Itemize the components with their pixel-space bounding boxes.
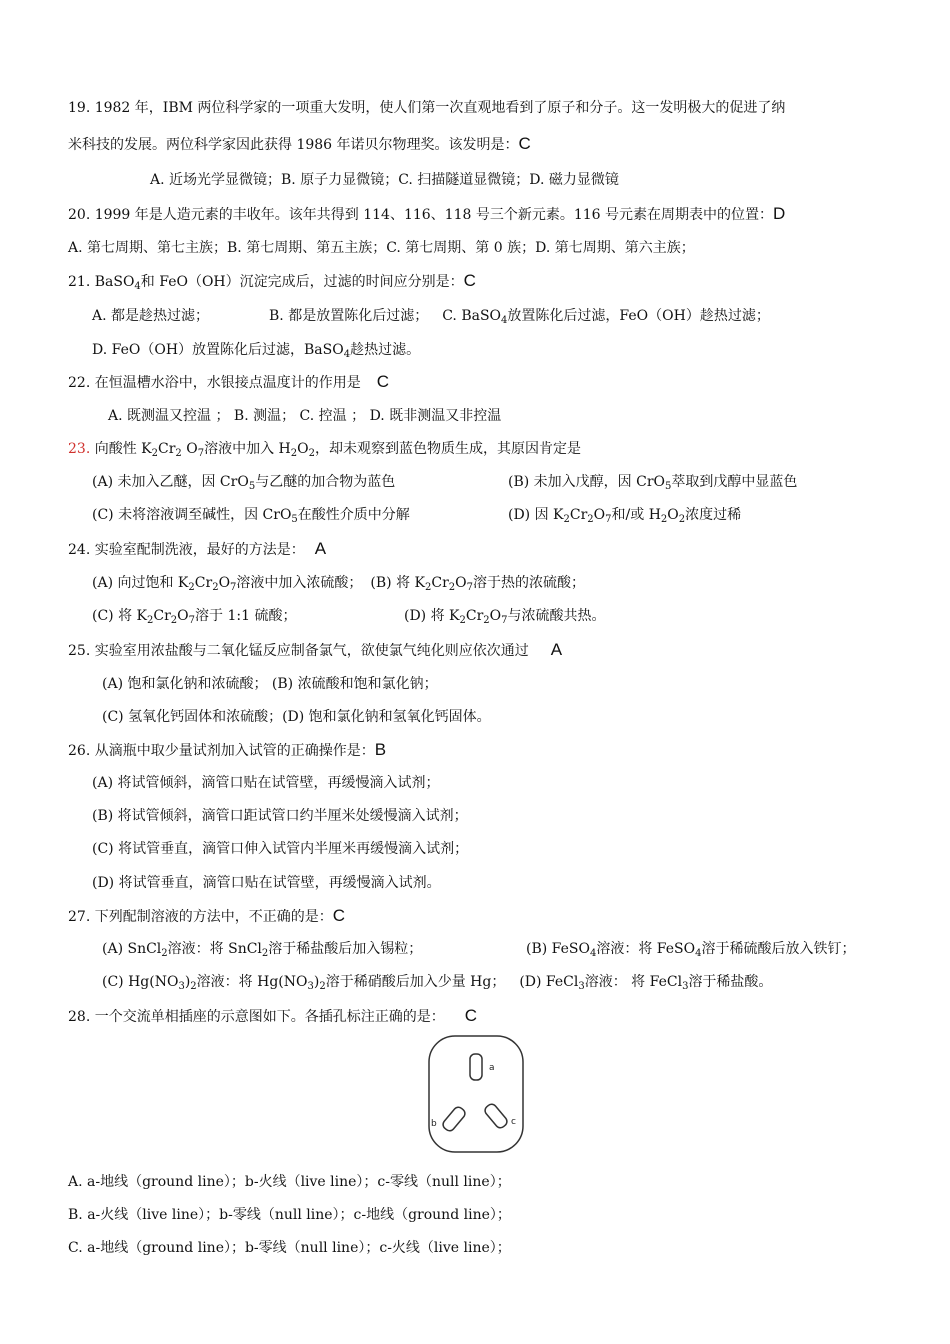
q20-answer: D bbox=[773, 204, 786, 223]
q27-options-line2 bbox=[102, 972, 772, 997]
q27-option-b: (B) FeSO$_4$溶液：将 FeSO$_4$溶于稀硫酸后放入铁钉； bbox=[526, 941, 856, 959]
q27-stem-text: 27. 下列配制溶液的方法中，不正确的是： bbox=[68, 909, 333, 925]
q27-option-d: (D) FeCl$_3$溶液： 将 FeCl$_3$溶于稀盐酸。 bbox=[519, 974, 773, 992]
q23-option-a: (A) 未加入乙醚，因 CrO$_5$与乙醚的加合物为蓝色 bbox=[92, 474, 396, 492]
q26-option-a: (A) 将试管倾斜，滴管口贴在试管壁，再缓慢滴入试剂； bbox=[92, 775, 440, 791]
q19-answer: C bbox=[518, 134, 531, 153]
q28-option-b: B. a-火线（live line）；b-零线（null line）；c-地线（ground line）； bbox=[68, 1207, 511, 1223]
q22-stem-text: 22. 在恒温槽水浴中，水银接点温度计的作用是 bbox=[68, 375, 361, 391]
q20-stem-text: 20. 1999 年是人造元素的丰收年。该年共得到 114、116、118 号三个新元素。116 号元素在周期表中的位置： bbox=[68, 207, 774, 223]
q24-option-c: (C) 将 $K_2Cr_2O_7$溶于 1:1 硫酸； bbox=[92, 608, 297, 626]
q19-options: A. 近场光学显微镜；B. 原子力显微镜；C. 扫描隧道显微镜；D. 磁力显微镜 bbox=[150, 172, 619, 188]
q20-stem bbox=[68, 204, 785, 225]
q22-stem bbox=[68, 372, 389, 393]
socket-hole-a bbox=[470, 1054, 482, 1080]
q24-option-b: (B) 将 $K_2Cr_2O_7$溶于热的浓硫酸； bbox=[370, 575, 586, 593]
socket-hole-b bbox=[441, 1105, 467, 1133]
q22-options: A. 既测温又控温 ； B. 测温； C. 控温 ； D. 既非测温又非控温 bbox=[108, 408, 502, 424]
q24-stem-text: 24. 实验室配制洗液，最好的方法是： bbox=[68, 542, 305, 558]
q25-options-line2: (C) 氢氧化钙固体和浓硫酸；(D) 饱和氯化钠和氢氧化钙固体。 bbox=[102, 709, 491, 725]
q23-option-c: (C) 未将溶液调至碱性，因 CrO$_5$在酸性介质中分解 bbox=[92, 507, 410, 525]
q19-stem-line1: 19. 1982 年，IBM 两位科学家的一项重大发明，使人们第一次直观地看到了原子和分子。这一发明极大的促进了纳 bbox=[68, 100, 786, 116]
q23-stem: 23. 向酸性 $K_2Cr_2$ $O_7$溶液中加入 $H_2O_2$，却未观察到蓝色物质生成，其原因肯定是 bbox=[68, 441, 581, 459]
q24-answer: A bbox=[314, 539, 327, 558]
q21-stem bbox=[68, 271, 476, 297]
q25-stem bbox=[68, 640, 562, 661]
q22-answer: C bbox=[376, 372, 389, 391]
subscript: 4 bbox=[134, 281, 141, 292]
q28-option-a: A. a-地线（ground line）；b-火线（live line）；c-零线（null line）； bbox=[68, 1174, 511, 1190]
q24-option-d: (D) 将 $K_2Cr_2O_7$与浓硫酸共热。 bbox=[404, 608, 606, 626]
q27-stem bbox=[68, 906, 345, 927]
q23-number: 23. bbox=[68, 441, 91, 457]
q20-options: A. 第七周期、第七主族；B. 第七周期、第五主族；C. 第七周期、第 0 族；D. 第七周期、第六主族； bbox=[68, 240, 695, 256]
q27-answer: C bbox=[332, 906, 345, 925]
q26-option-c: (C) 将试管垂直，滴管口伸入试管内半厘米再缓慢滴入试剂； bbox=[92, 841, 469, 857]
label-b: b bbox=[431, 1119, 437, 1129]
q24-options-line1 bbox=[92, 573, 585, 598]
q19-stem-line2 bbox=[68, 134, 531, 155]
q26-option-d: (D) 将试管垂直，滴管口贴在试管壁，再缓慢滴入试剂。 bbox=[92, 875, 441, 891]
q21-stem-part: 21. BaSO bbox=[68, 274, 135, 290]
q26-stem-text: 26. 从滴瓶中取少量试剂加入试管的正确操作是： bbox=[68, 743, 375, 759]
q26-option-b: (B) 将试管倾斜，滴管口距试管口约半厘米处缓慢滴入试剂； bbox=[92, 808, 468, 824]
q21-options-line1 bbox=[92, 306, 770, 331]
q21-option-d: D. FeO（OH）放置陈化后过滤，BaSO$_4$趁热过滤。 bbox=[92, 342, 421, 360]
q27-option-c: (C) $Hg(NO_3)_2$溶液：将 $Hg(NO_3)_2$溶于稀硝酸后加入少量 Hg； bbox=[102, 974, 506, 992]
q28-stem bbox=[68, 1006, 477, 1027]
q26-answer: B bbox=[374, 740, 387, 759]
q25-options-line1: (A) 饱和氯化钠和浓硫酸； (B) 浓硫酸和饱和氯化钠； bbox=[102, 676, 438, 692]
q24-stem bbox=[68, 539, 326, 560]
q28-option-c: C. a-地线（ground line）；b-零线（null line）；c-火线（live line）； bbox=[68, 1240, 511, 1256]
q28-answer: C bbox=[464, 1006, 477, 1025]
q21-option-c: C. BaSO$_4$放置陈化后过滤，FeO（OH）趁热过滤； bbox=[442, 308, 770, 326]
label-a: a bbox=[489, 1063, 495, 1073]
q23-option-b: (B) 未加入戊醇，因 CrO$_5$萃取到戊醇中显蓝色 bbox=[508, 474, 798, 492]
q21-answer: C bbox=[463, 271, 476, 290]
q28-stem-text: 28. 一个交流单相插座的示意图如下。各插孔标注正确的是： bbox=[68, 1009, 445, 1025]
q21-option-a: A. 都是趁热过滤； bbox=[92, 308, 210, 324]
q21-stem-part: 和 FeO（OH）沉淀完成后，过滤的时间应分别是： bbox=[140, 274, 464, 290]
q25-stem-text: 25. 实验室用浓盐酸与二氧化锰反应制备氯气，欲使氯气纯化则应依次通过 bbox=[68, 643, 529, 659]
q21-option-b: B. 都是放置陈化后过滤； bbox=[269, 308, 429, 324]
label-c: c bbox=[511, 1117, 516, 1127]
q26-stem bbox=[68, 740, 386, 761]
q24-option-a: (A) 向过饱和 $K_2Cr_2O_7$溶液中加入浓硫酸； bbox=[92, 575, 363, 593]
q27-option-a: (A) SnCl$_2$溶液：将 SnCl$_2$溶于稀盐酸后加入锡粒； bbox=[102, 941, 423, 959]
socket-diagram bbox=[427, 1034, 527, 1154]
q23-option-d: (D) 因 $K_2Cr_2O_7$和/或 $H_2O_2$浓度过稀 bbox=[508, 507, 742, 525]
q19-stem-text: 米科技的发展。两位科学家因此获得 1986 年诺贝尔物理奖。该发明是： bbox=[68, 137, 519, 153]
socket-hole-c bbox=[483, 1102, 509, 1130]
q25-answer: A bbox=[550, 640, 563, 659]
